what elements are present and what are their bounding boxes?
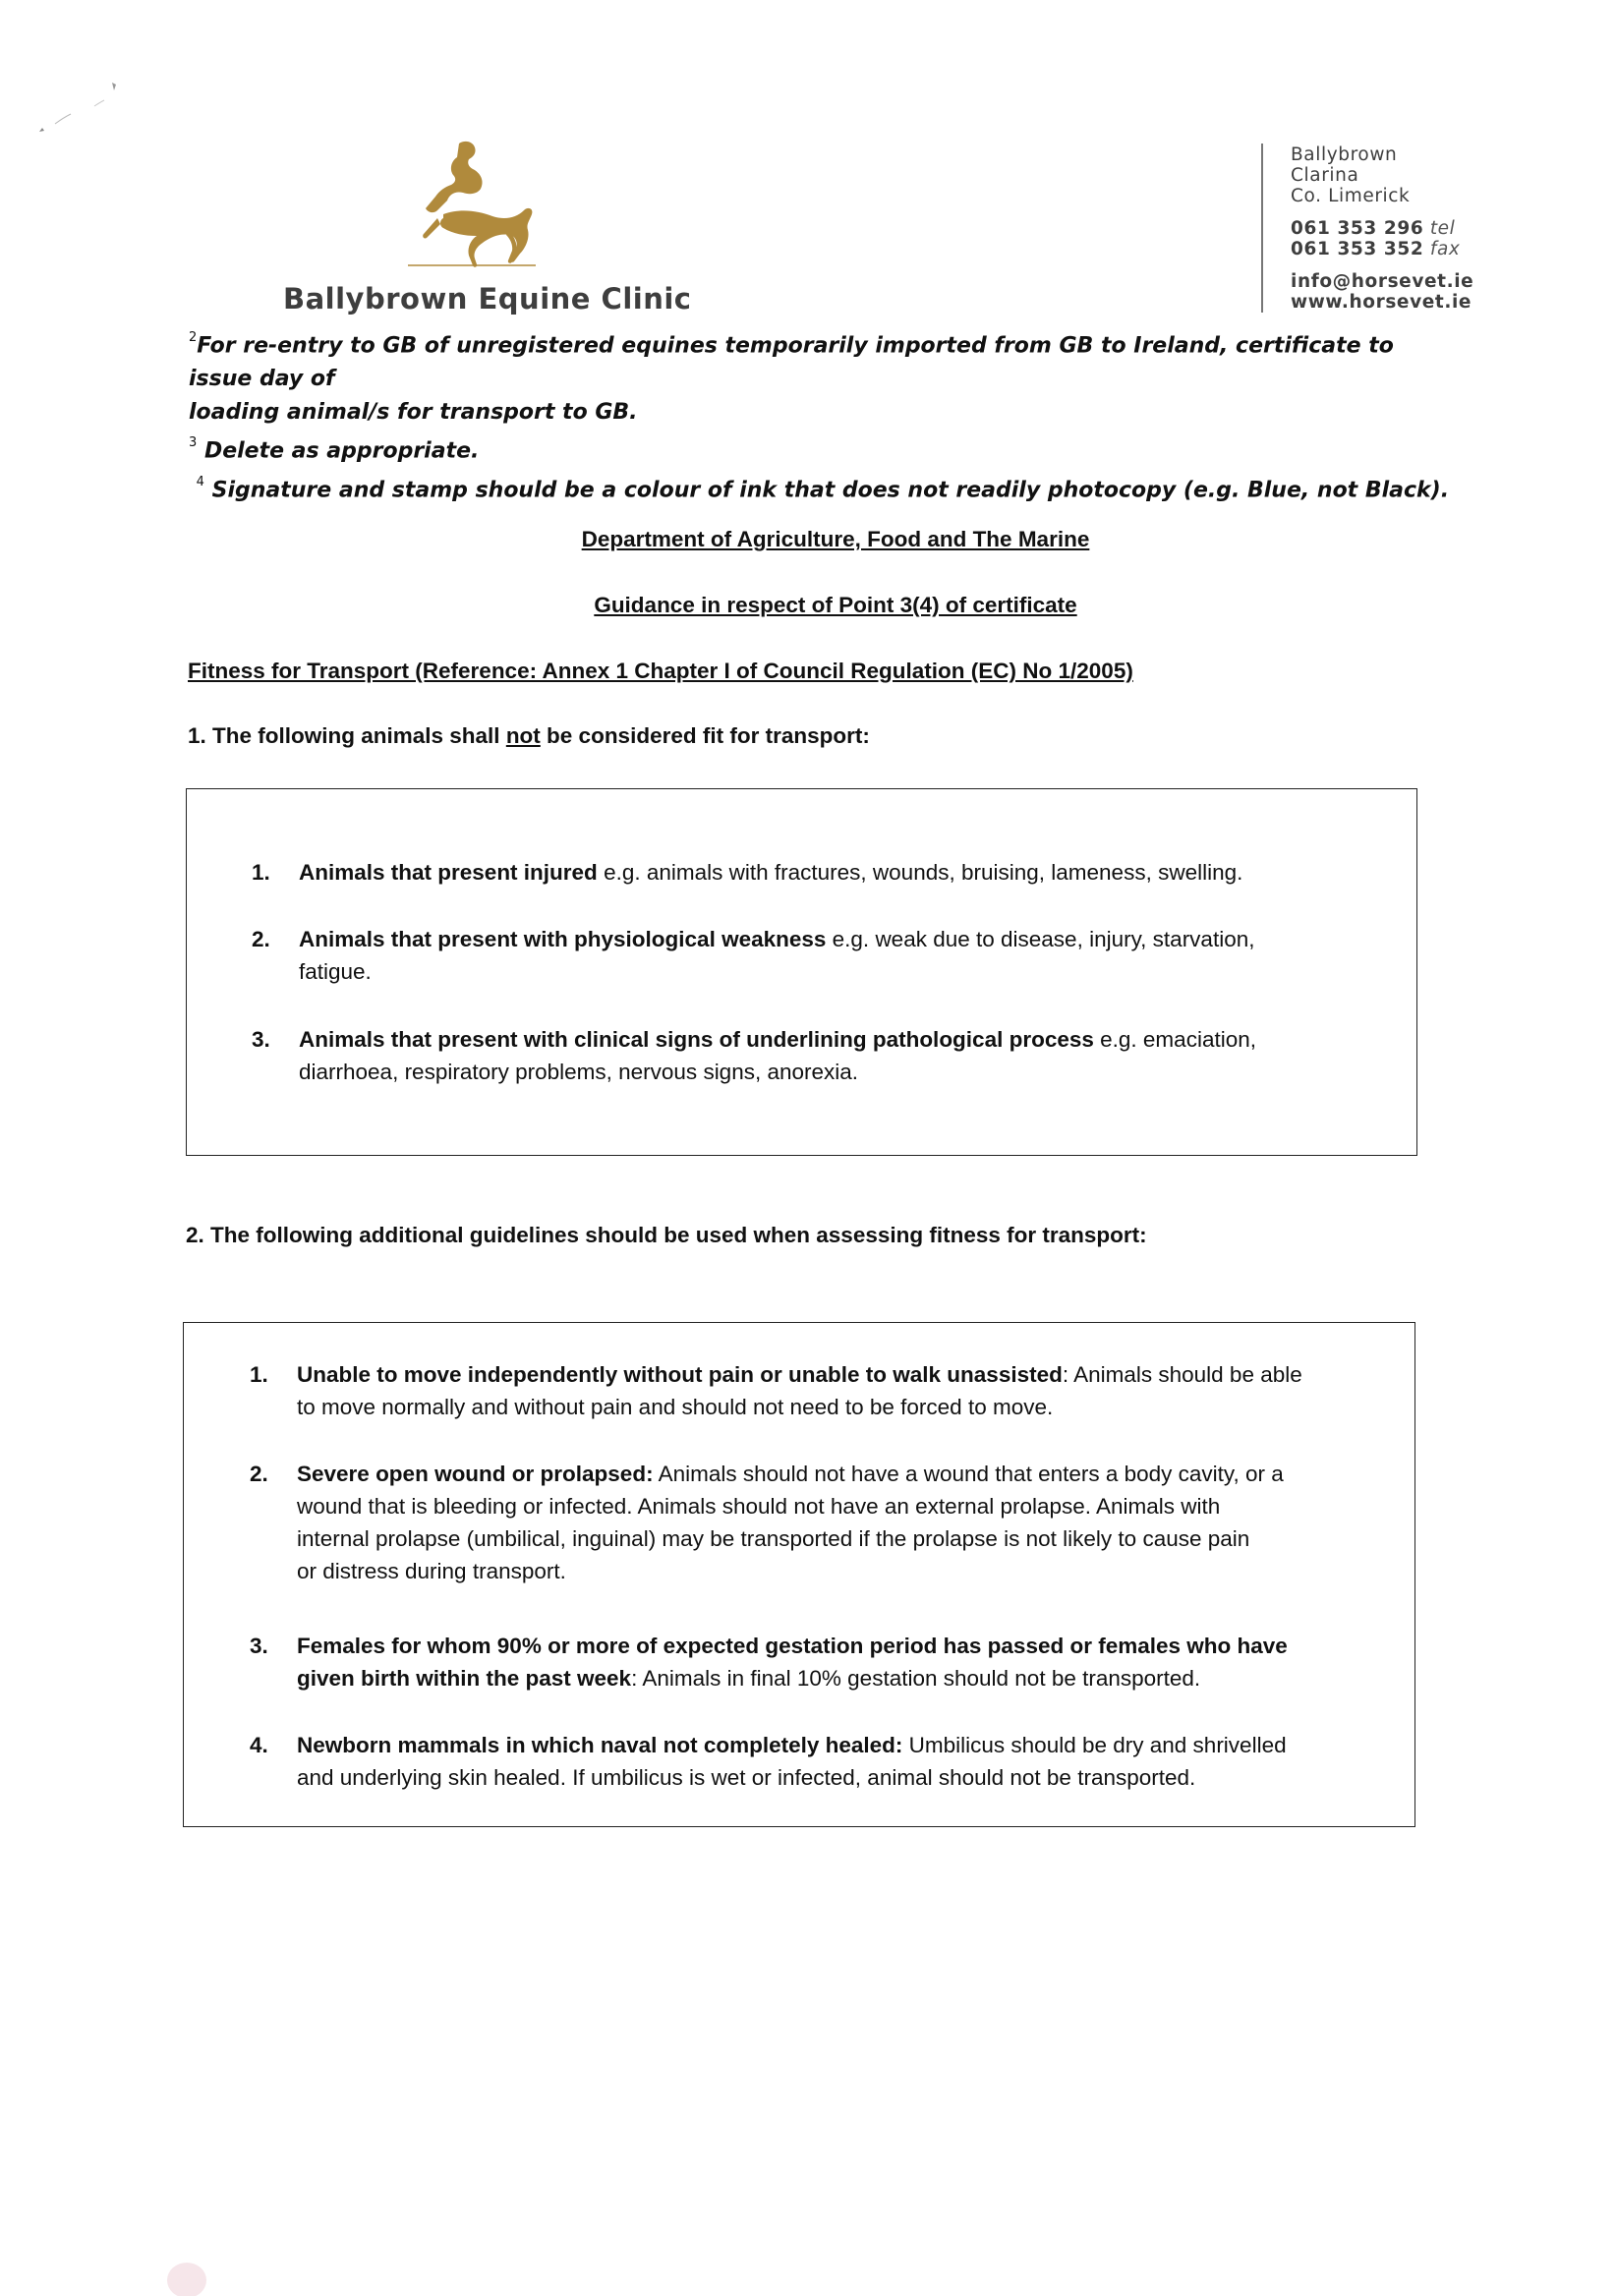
footnote-4: $^4$ Signature and stamp should be a colour of ink that does not readily photocopy (e.g. Blue, not Black). [196, 474, 1450, 502]
section2-heading: 2. The following additional guidelines should be used when assessing fitness for transport: [186, 1223, 1147, 1247]
phone-label: tel [1429, 218, 1456, 239]
unfit-item-3: 3. Animals that present with clinical signs of underlining pathological process e.g. emaciation, diarrhoea, respiratory problems, nervous signs, anorexia. [252, 1027, 1256, 1084]
footnote-3: $^3$ Delete as appropriate. [189, 435, 480, 464]
department-heading: Department of Agriculture, Food and The Marine [581, 527, 1090, 551]
clinic-name: Ballybrown Equine Clinic [283, 282, 692, 316]
footnotes [189, 324, 1457, 507]
unfit-item-2: 2. Animals that present with physiological weakness e.g. weak due to disease, injury, starvation, fatigue. [252, 927, 1255, 984]
contact-block [1291, 144, 1473, 313]
horse-logo-icon [398, 138, 546, 270]
guideline-item-2: 2. Severe open wound or prolapsed: Animals should not have a wound that enters a body cavity, or a wound that is bleeding or infected. Animals should not have an external prolapse. Animals with internal prolapse (umbilical, inguinal) may be transported if the prolapse is not likely to cause pain or distress during transport. [250, 1462, 1284, 1583]
address-line-2: Clarina [1291, 165, 1359, 186]
fax-number: 061 353 352 [1291, 239, 1424, 259]
address-line-1: Ballybrown [1291, 144, 1398, 165]
footnote-2-cont: loading animal/s for transport to GB. [189, 400, 638, 426]
fax-label: fax [1429, 239, 1461, 259]
scan-stain [162, 2251, 211, 2296]
website-link[interactable]: www.horsevet.ie [1291, 292, 1472, 313]
phone-number: 061 353 296 [1291, 218, 1424, 239]
scan-specks [35, 73, 134, 142]
phone-line [1291, 218, 1473, 239]
guidance-heading: Guidance in respect of Point 3(4) of certificate [594, 593, 1077, 617]
guideline-item-4: 4. Newborn mammals in which naval not completely healed: Umbilicus should be dry and shrivelled and underlying skin healed. If umbilicus is wet or infected, animal should not be transported. [250, 1733, 1287, 1790]
guideline-item-1: 1. Unable to move independently without pain or unable to walk unassisted: Animals should be able to move normally and without pain and should not need to be forced to move. [250, 1362, 1302, 1419]
section1-heading: 1. The following animals shall not be considered fit for transport: [188, 723, 870, 748]
contact-divider [1261, 144, 1263, 313]
guideline-item-3: 3. Females for whom 90% or more of expected gestation period has passed or females who have given birth within the past week: Animals in final 10% gestation should not be transported. [250, 1634, 1288, 1691]
fitness-heading: Fitness for Transport (Reference: Annex 1 Chapter I of Council Regulation (EC) No 1/2005) [188, 659, 1133, 683]
address-line-3: Co. Limerick [1291, 186, 1411, 206]
fax-line [1291, 239, 1473, 259]
document-page: Ballybrown Equine Clinic Ballybrown Clarina Co. Limerick 061 353 296 tel 061 353 352 fax info@horsevet.ie www.horsevet.ie $^2$For re-entry to GB of unregistered equines temporarily imported from GB to Ireland, certificate to issue day of loading animal/s for transport to GB. $^3$ Delete as appropriate. $^4$ Signature and stamp should be a colour of ink that does not readily photocopy (e.g. Blue, not Black). Department of Agriculture, Food and The Marine Guidance in respect of Point 3(4) of certificate Fitness for Transport (Reference: Annex 1 Chapter I of Council Regulation (EC) No 1/2005) 1. The following animals shall not be considered fit for transport: 1. Animals that present injured e.g. animals with fractures, wounds, bruising, lameness, swelling. 2. Animals that present with physiological weakness e.g. weak due to disease, injury, starvation, fatigue. 3. Animals that present with clinical signs of underlining pathological process e.g. emaciation, diarrhoea, respiratory problems, nervous signs, anorexia. 2. The following additional guidelines should be used when assessing fitness for transport: 1. Unable to move independently without pain or unable to walk unassisted: Animals should be able to move normally and without pain and should not need to be forced to move. 2. Severe open wound or prolapsed: Animals should not have a wound that enters a body cavity, or a wound that is bleeding or infected. Animals should not have an external prolapse. Animals with internal prolapse (umbilical, inguinal) may be transported if the prolapse is not likely to cause pain or distress during transport. 3. Females for whom 90% or more of expected gestation period has passed or females who have given birth within the past week: Animals in final 10% gestation should not be transported. 4. Newborn mammals in which naval not completely healed: Umbilicus should be dry and shrivelled and underlying skin healed. If umbilicus is wet or infected, animal should not be transported. [0, 0, 1616, 2296]
footnote-2: $^2$For re-entry to GB of unregistered equines temporarily imported from GB to Ireland, certificate to issue day of [189, 330, 1394, 392]
email-link[interactable]: info@horsevet.ie [1291, 271, 1474, 292]
